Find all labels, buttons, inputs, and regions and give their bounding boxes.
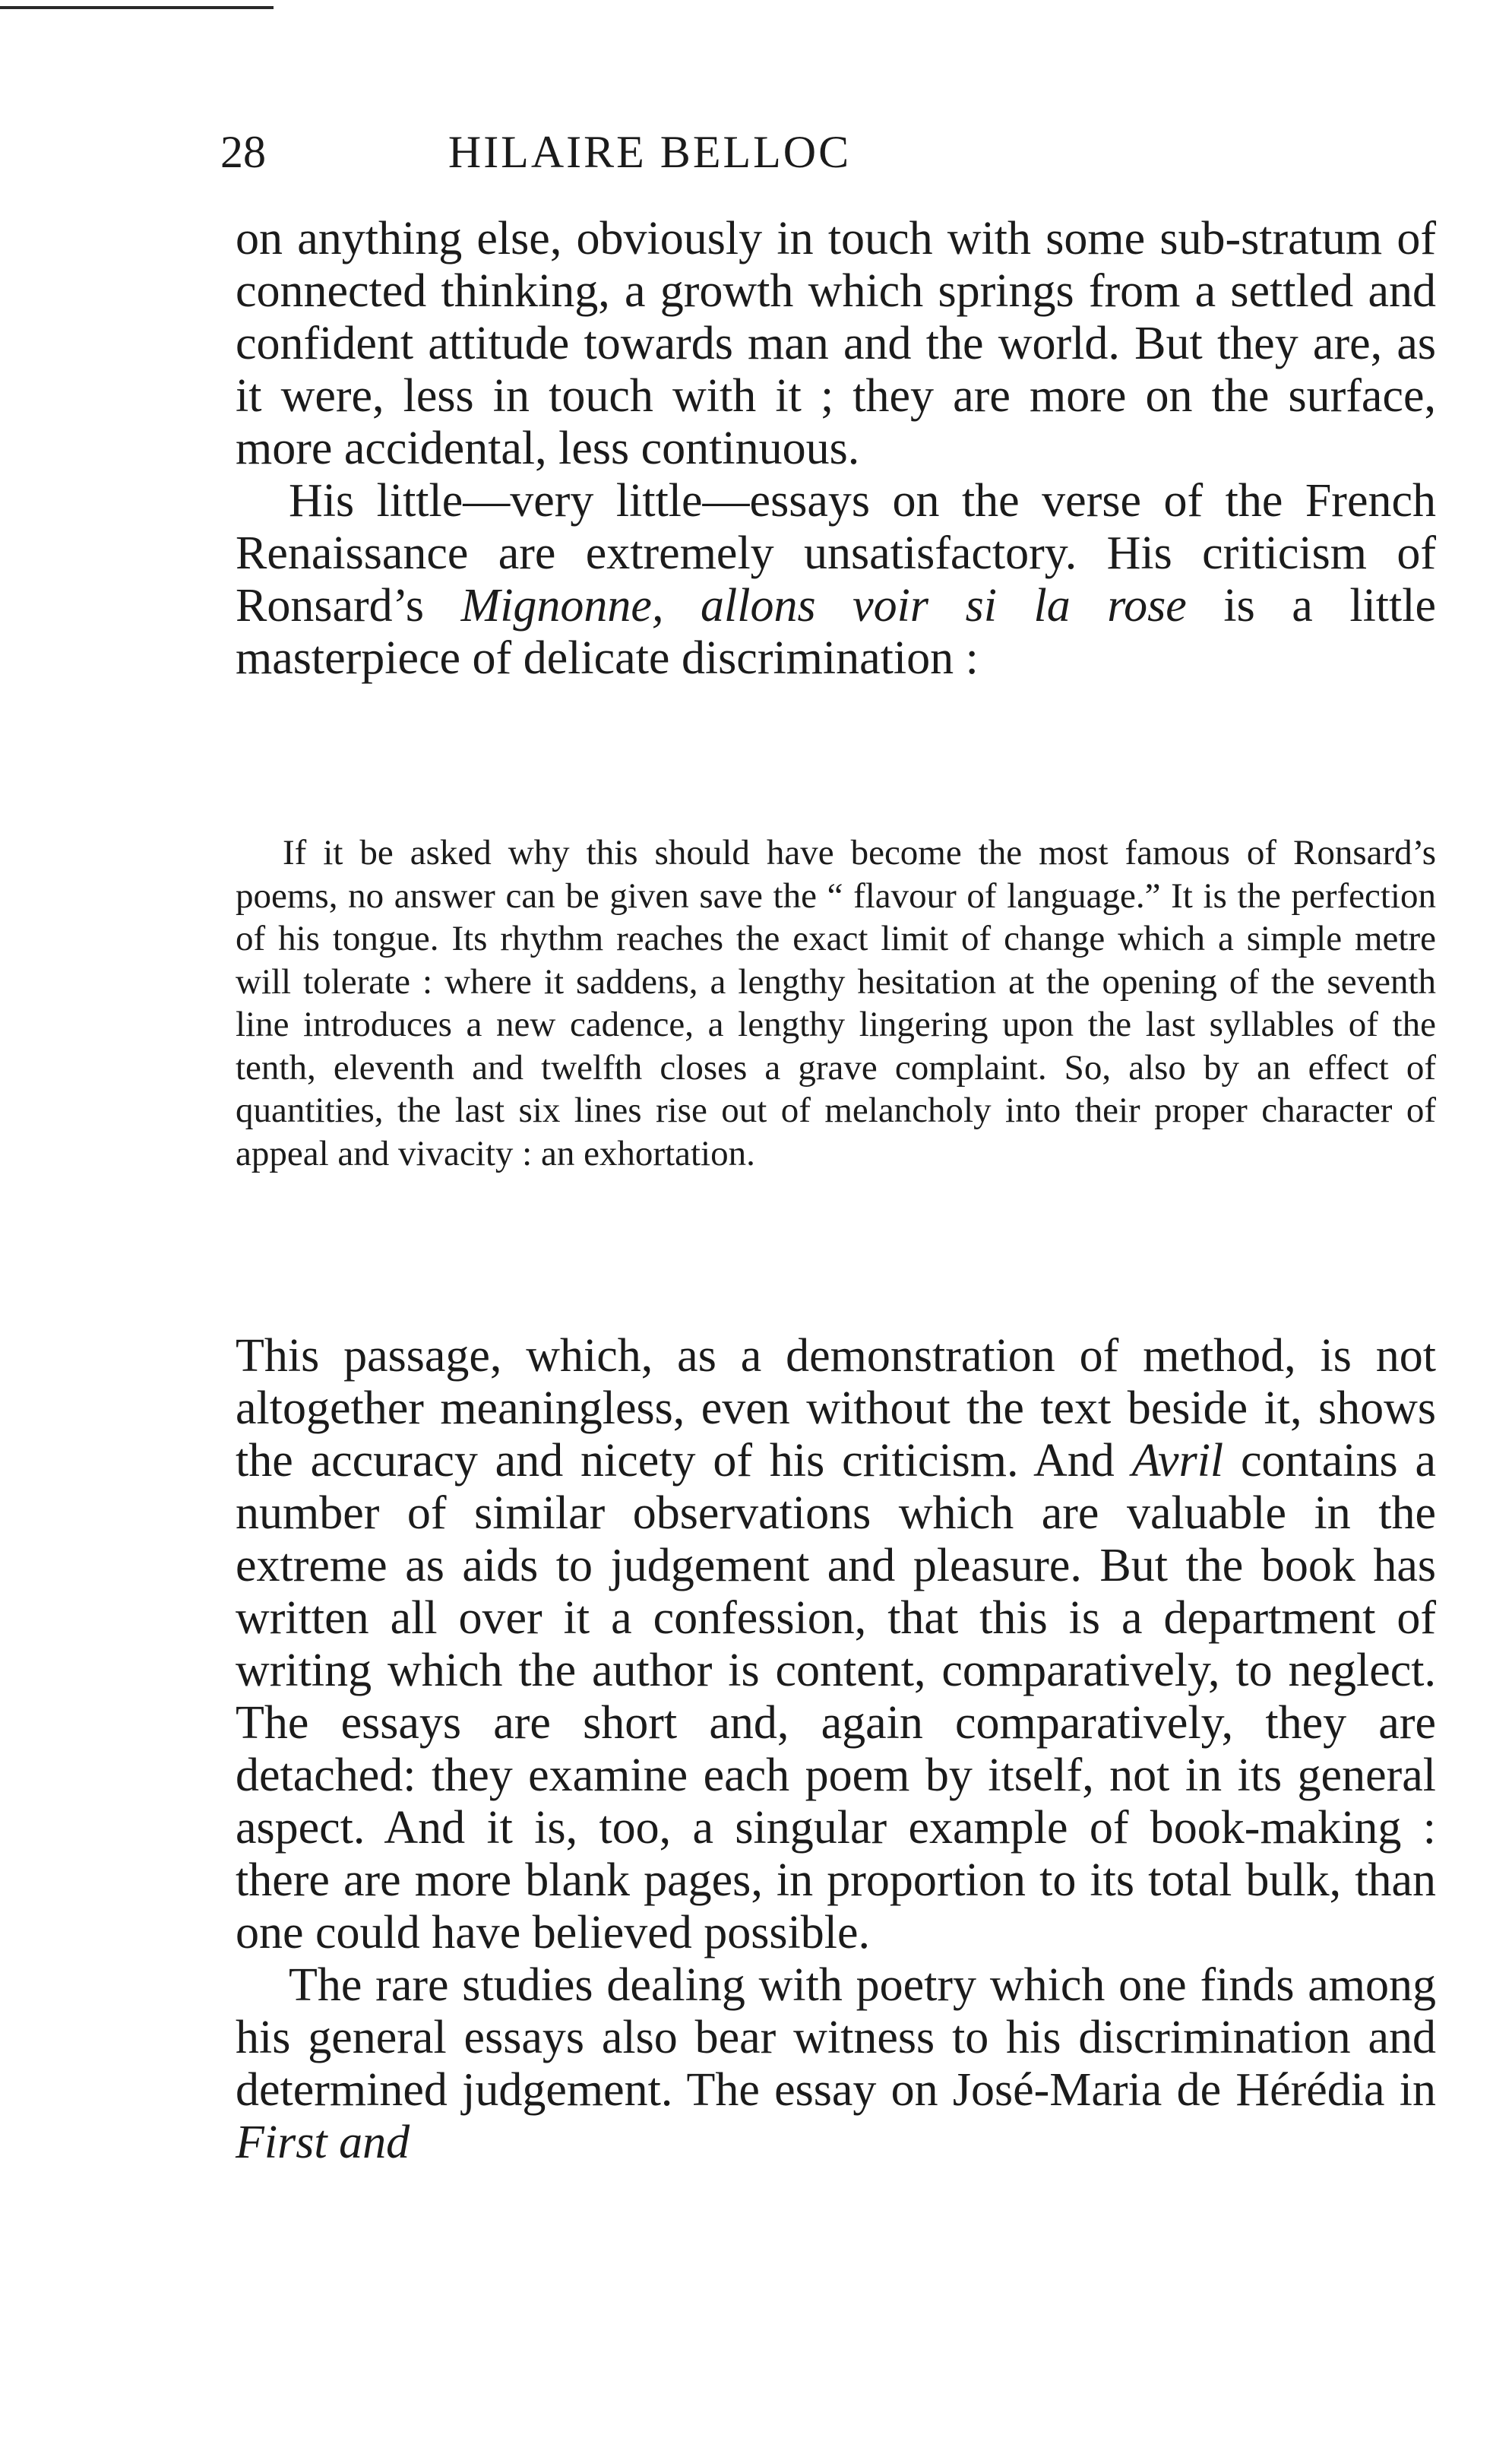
- block-quote-text: If it be asked why this should have become the most famous of Ronsard’s poems, no answer can be given save the “ flavour of language.” It is the perfection of his tongue. Its rhythm reaches the exact limit of change which a simple metre will tolerate : where it saddens, a lengthy hesitation at the opening of the seventh line introduces a new cadence, a lengthy lingering upon the last syllables of the tenth, eleventh and twelfth closes a grave complaint. So, also by an effect of quantities, the last six lines rise out of melancholy into their proper character of appeal and vivacity : an exhortation.: [236, 833, 1436, 1173]
- paragraph-3-text: This passage, which, as a demonstration of method, is not altogether meaningless, even without the text beside it, shows the accuracy and nicety of his criticism. And: [236, 1330, 1436, 1487]
- page-number: 28: [220, 127, 266, 177]
- book-title-first-and: First and: [236, 2117, 410, 2168]
- book-title-avril: Avril: [1131, 1435, 1224, 1487]
- paragraph-2-text: His little—very little—essays on the verse of the French Renaissance are extremely unsatisfactory. His criticism of Ronsard’s: [236, 475, 1436, 632]
- paragraph-4-text: The rare studies dealing with poetry which one finds among his general essays also bear witness to his discrimination and determined judgement. The essay on José-Maria de Hérédia in: [236, 1959, 1436, 2116]
- poem-title: Mignonne, allons voir si la rose: [460, 580, 1187, 632]
- top-rule: [0, 6, 274, 9]
- running-head: HILAIRE BELLOC: [448, 127, 852, 177]
- paragraph-2-text-end: is a little masterpiece of delicate discrimination :: [236, 580, 1436, 684]
- paragraph-3-text-end: contains a number of similar observations which are valuable in the extreme as aids to judgement and pleasure. But the book has written all over it a confession, that this is a department of writing which the author is content, comparatively, to neglect. The essays are short and, again comparatively, they are detached: they examine each poem by itself, not in its general aspect. And it is, too, a singular example of book-making : there are more blank pages, in proportion to its total bulk, than one could have believed possible.: [236, 1435, 1436, 1958]
- paragraph-3: [236, 1330, 1436, 1959]
- paragraph-2: [236, 475, 1436, 685]
- body-text-upper: [236, 213, 1436, 685]
- body-text-lower: [236, 1330, 1436, 2169]
- paragraph-1: on anything else, obviously in touch with some sub-stratum of connected thinking, a growth which springs from a settled and confident attitude towards man and the world. But they are, as it were, less in touch with it ; they are more on the surface, more accidental, less continuous.: [236, 213, 1436, 474]
- block-quote: [236, 831, 1436, 1175]
- paragraph-4: [236, 1959, 1436, 2169]
- page-header: [220, 126, 1079, 187]
